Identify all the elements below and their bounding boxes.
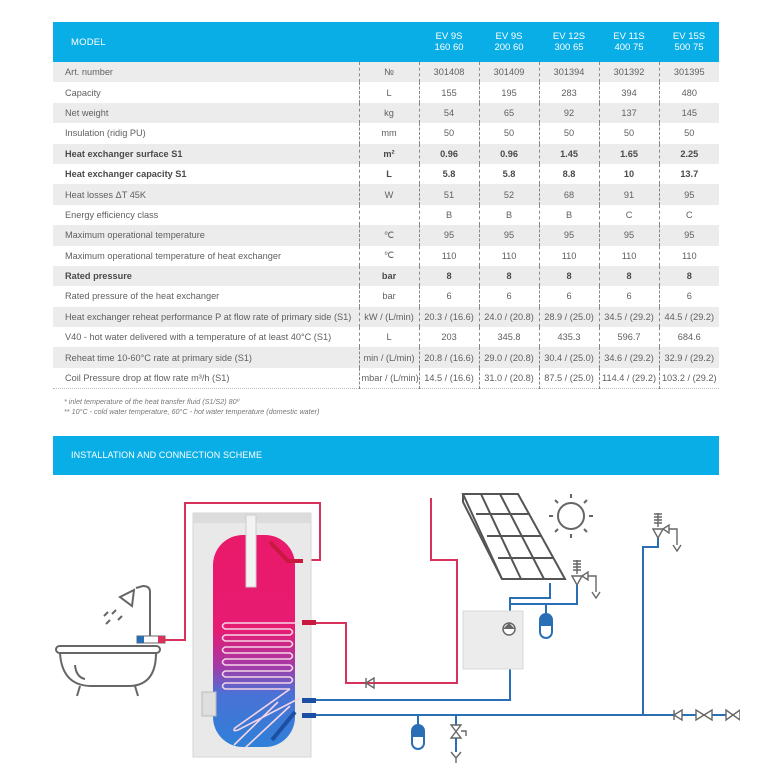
value-cell: 480 (659, 82, 719, 102)
value-cell: 65 (479, 103, 539, 123)
footnote-2: ** 10°C - cold water temperature, 60°C - hot water temperature (domestic water) (64, 407, 320, 416)
value-cell: 301408 (419, 62, 479, 82)
value-cell: B (419, 205, 479, 225)
value-cell: 0.96 (479, 144, 539, 164)
solar-panel-icon (463, 494, 565, 579)
table-row (53, 225, 719, 245)
value-cell: 52 (479, 184, 539, 204)
spec-table-body (53, 62, 719, 388)
unit-cell: mbar / (L/min) (359, 368, 419, 388)
table-row (53, 327, 719, 347)
value-cell: 203 (419, 327, 479, 347)
scheme-section-header: INSTALLATION AND CONNECTION SCHEME (53, 436, 719, 475)
table-row (53, 123, 719, 143)
table-row (53, 368, 719, 388)
value-cell: 684.6 (659, 327, 719, 347)
value-cell: 301409 (479, 62, 539, 82)
value-cell: C (659, 205, 719, 225)
param-label: Net weight (53, 103, 359, 123)
model-name: EV 12S (552, 31, 586, 42)
value-cell: 110 (419, 246, 479, 266)
table-row (53, 266, 719, 286)
value-cell: 10 (599, 164, 659, 184)
unit-cell (359, 205, 419, 225)
table-row (53, 164, 719, 184)
value-cell: 8 (599, 266, 659, 286)
value-cell: 6 (599, 286, 659, 306)
table-row (53, 82, 719, 102)
model-size: 500 75 (674, 42, 704, 53)
unit-cell: mm (359, 123, 419, 143)
value-cell: 8 (539, 266, 599, 286)
param-label: Heat exchanger reheat performance P at flow rate of primary side (S1) (53, 307, 359, 327)
value-cell: 50 (539, 123, 599, 143)
value-cell: 28.9 / (25.0) (539, 307, 599, 327)
value-cell: 5.8 (419, 164, 479, 184)
solar-controller-box (463, 611, 523, 669)
unit-cell: ℃ (359, 246, 419, 266)
value-cell: 6 (659, 286, 719, 306)
value-cell: 24.0 / (20.8) (479, 307, 539, 327)
param-label: Energy efficiency class (53, 205, 359, 225)
unit-cell: kg (359, 103, 419, 123)
shower-icon (104, 586, 150, 637)
unit-cell: ℃ (359, 225, 419, 245)
value-cell: 8 (659, 266, 719, 286)
unit-cell: L (359, 82, 419, 102)
expansion-vessel-icon (412, 715, 424, 749)
param-label: Art. number (53, 62, 359, 82)
unit-cell: m² (359, 144, 419, 164)
param-label: Maximum operational temperature (53, 225, 359, 245)
model-column-header (539, 22, 599, 62)
table-row (53, 347, 719, 367)
model-name: EV 11S (613, 31, 645, 42)
pump-icon (503, 623, 515, 635)
value-cell: 44.5 / (29.2) (659, 307, 719, 327)
value-cell: 596.7 (599, 327, 659, 347)
table-row (53, 307, 719, 327)
value-cell: 34.5 / (29.2) (599, 307, 659, 327)
model-size: 160 60 (434, 42, 464, 53)
value-cell: 110 (659, 246, 719, 266)
footnotes (64, 397, 319, 417)
value-cell: 8.8 (539, 164, 599, 184)
value-cell: 435.3 (539, 327, 599, 347)
unit-cell: W (359, 184, 419, 204)
table-row (53, 62, 719, 82)
footnote-1: * inlet temperature of the heat transfer fluid (S1/S2) 80º (64, 397, 240, 406)
value-cell: 8 (479, 266, 539, 286)
value-cell: B (479, 205, 539, 225)
param-label: Rated pressure (53, 266, 359, 286)
unit-cell: L (359, 327, 419, 347)
value-cell: 8 (419, 266, 479, 286)
value-cell: 394 (599, 82, 659, 102)
spec-table (53, 22, 719, 389)
value-cell: 114.4 / (29.2) (599, 368, 659, 388)
param-label: Heat exchanger capacity S1 (53, 164, 359, 184)
value-cell: 14.5 / (16.6) (419, 368, 479, 388)
value-cell: 345.8 (479, 327, 539, 347)
value-cell: 30.4 / (25.0) (539, 347, 599, 367)
param-label: Coil Pressure drop at flow rate m³/h (S1) (53, 368, 359, 388)
value-cell: 0.96 (419, 144, 479, 164)
model-header: MODEL (53, 22, 419, 62)
value-cell: 95 (539, 225, 599, 245)
value-cell: 20.3 / (16.6) (419, 307, 479, 327)
model-column-header (659, 22, 719, 62)
unit-cell: L (359, 164, 419, 184)
value-cell: 51 (419, 184, 479, 204)
value-cell: 5.8 (479, 164, 539, 184)
unit-cell: min / (L/min) (359, 347, 419, 367)
water-tank (193, 513, 316, 757)
unit-cell: № (359, 62, 419, 82)
value-cell: 195 (479, 82, 539, 102)
value-cell: 68 (539, 184, 599, 204)
model-size: 200 60 (494, 42, 524, 53)
table-header-row (53, 22, 719, 62)
value-cell: 95 (659, 184, 719, 204)
value-cell: 31.0 / (20.8) (479, 368, 539, 388)
value-cell: C (599, 205, 659, 225)
model-name: EV 9S (435, 31, 463, 42)
sun-icon (549, 494, 593, 538)
value-cell: 95 (659, 225, 719, 245)
param-label: Insulation (ridig PU) (53, 123, 359, 143)
unit-cell: bar (359, 286, 419, 306)
table-row (53, 246, 719, 266)
value-cell: 283 (539, 82, 599, 102)
drain-valve-icon (451, 715, 466, 763)
mixer-tap-icon (137, 636, 165, 643)
param-label: Reheat time 10-60°C rate at primary side (S1) (53, 347, 359, 367)
value-cell: 110 (479, 246, 539, 266)
solar-hot-pipe (316, 498, 457, 683)
value-cell: 92 (539, 103, 599, 123)
value-cell: 95 (479, 225, 539, 245)
unit-cell: bar (359, 266, 419, 286)
value-cell: 20.8 / (16.6) (419, 347, 479, 367)
table-row (53, 144, 719, 164)
value-cell: 91 (599, 184, 659, 204)
value-cell: 95 (599, 225, 659, 245)
value-cell: 32.9 / (29.2) (659, 347, 719, 367)
value-cell: 103.2 / (29.2) (659, 368, 719, 388)
model-column-header (419, 22, 479, 62)
value-cell: 301392 (599, 62, 659, 82)
value-cell: 34.6 / (29.2) (599, 347, 659, 367)
value-cell: 6 (419, 286, 479, 306)
cold-supply-riser (643, 538, 658, 715)
value-cell: 1.65 (599, 144, 659, 164)
param-label: Capacity (53, 82, 359, 102)
value-cell: 6 (479, 286, 539, 306)
value-cell: 50 (479, 123, 539, 143)
table-row (53, 205, 719, 225)
value-cell: 2.25 (659, 144, 719, 164)
table-row (53, 286, 719, 306)
value-cell: 301394 (539, 62, 599, 82)
model-size: 400 75 (614, 42, 644, 53)
model-column-header (599, 22, 659, 62)
model-name: EV 15S (672, 31, 706, 42)
table-row (53, 184, 719, 204)
value-cell: 50 (599, 123, 659, 143)
unit-cell: kW / (L/min) (359, 307, 419, 327)
value-cell: 137 (599, 103, 659, 123)
value-cell: 54 (419, 103, 479, 123)
bathtub-icon (56, 646, 160, 696)
param-label: Heat losses ΔT 45K (53, 184, 359, 204)
value-cell: 6 (539, 286, 599, 306)
value-cell: 301395 (659, 62, 719, 82)
value-cell: 95 (419, 225, 479, 245)
value-cell: 110 (599, 246, 659, 266)
model-column-header (479, 22, 539, 62)
param-label: V40 - hot water delivered with a temperature of at least 40°C (S1) (53, 327, 359, 347)
param-label: Maximum operational temperature of heat exchanger (53, 246, 359, 266)
value-cell: 50 (419, 123, 479, 143)
value-cell: 155 (419, 82, 479, 102)
value-cell: 29.0 / (20.8) (479, 347, 539, 367)
value-cell: 145 (659, 103, 719, 123)
value-cell: 13.7 (659, 164, 719, 184)
model-name: EV 9S (495, 31, 523, 42)
table-row (53, 103, 719, 123)
value-cell: 50 (659, 123, 719, 143)
value-cell: B (539, 205, 599, 225)
value-cell: 1.45 (539, 144, 599, 164)
param-label: Heat exchanger surface S1 (53, 144, 359, 164)
value-cell: 110 (539, 246, 599, 266)
installation-diagram (50, 480, 740, 779)
expansion-vessel-icon (540, 604, 552, 638)
model-size: 300 65 (554, 42, 584, 53)
param-label: Rated pressure of the heat exchanger (53, 286, 359, 306)
value-cell: 87.5 / (25.0) (539, 368, 599, 388)
